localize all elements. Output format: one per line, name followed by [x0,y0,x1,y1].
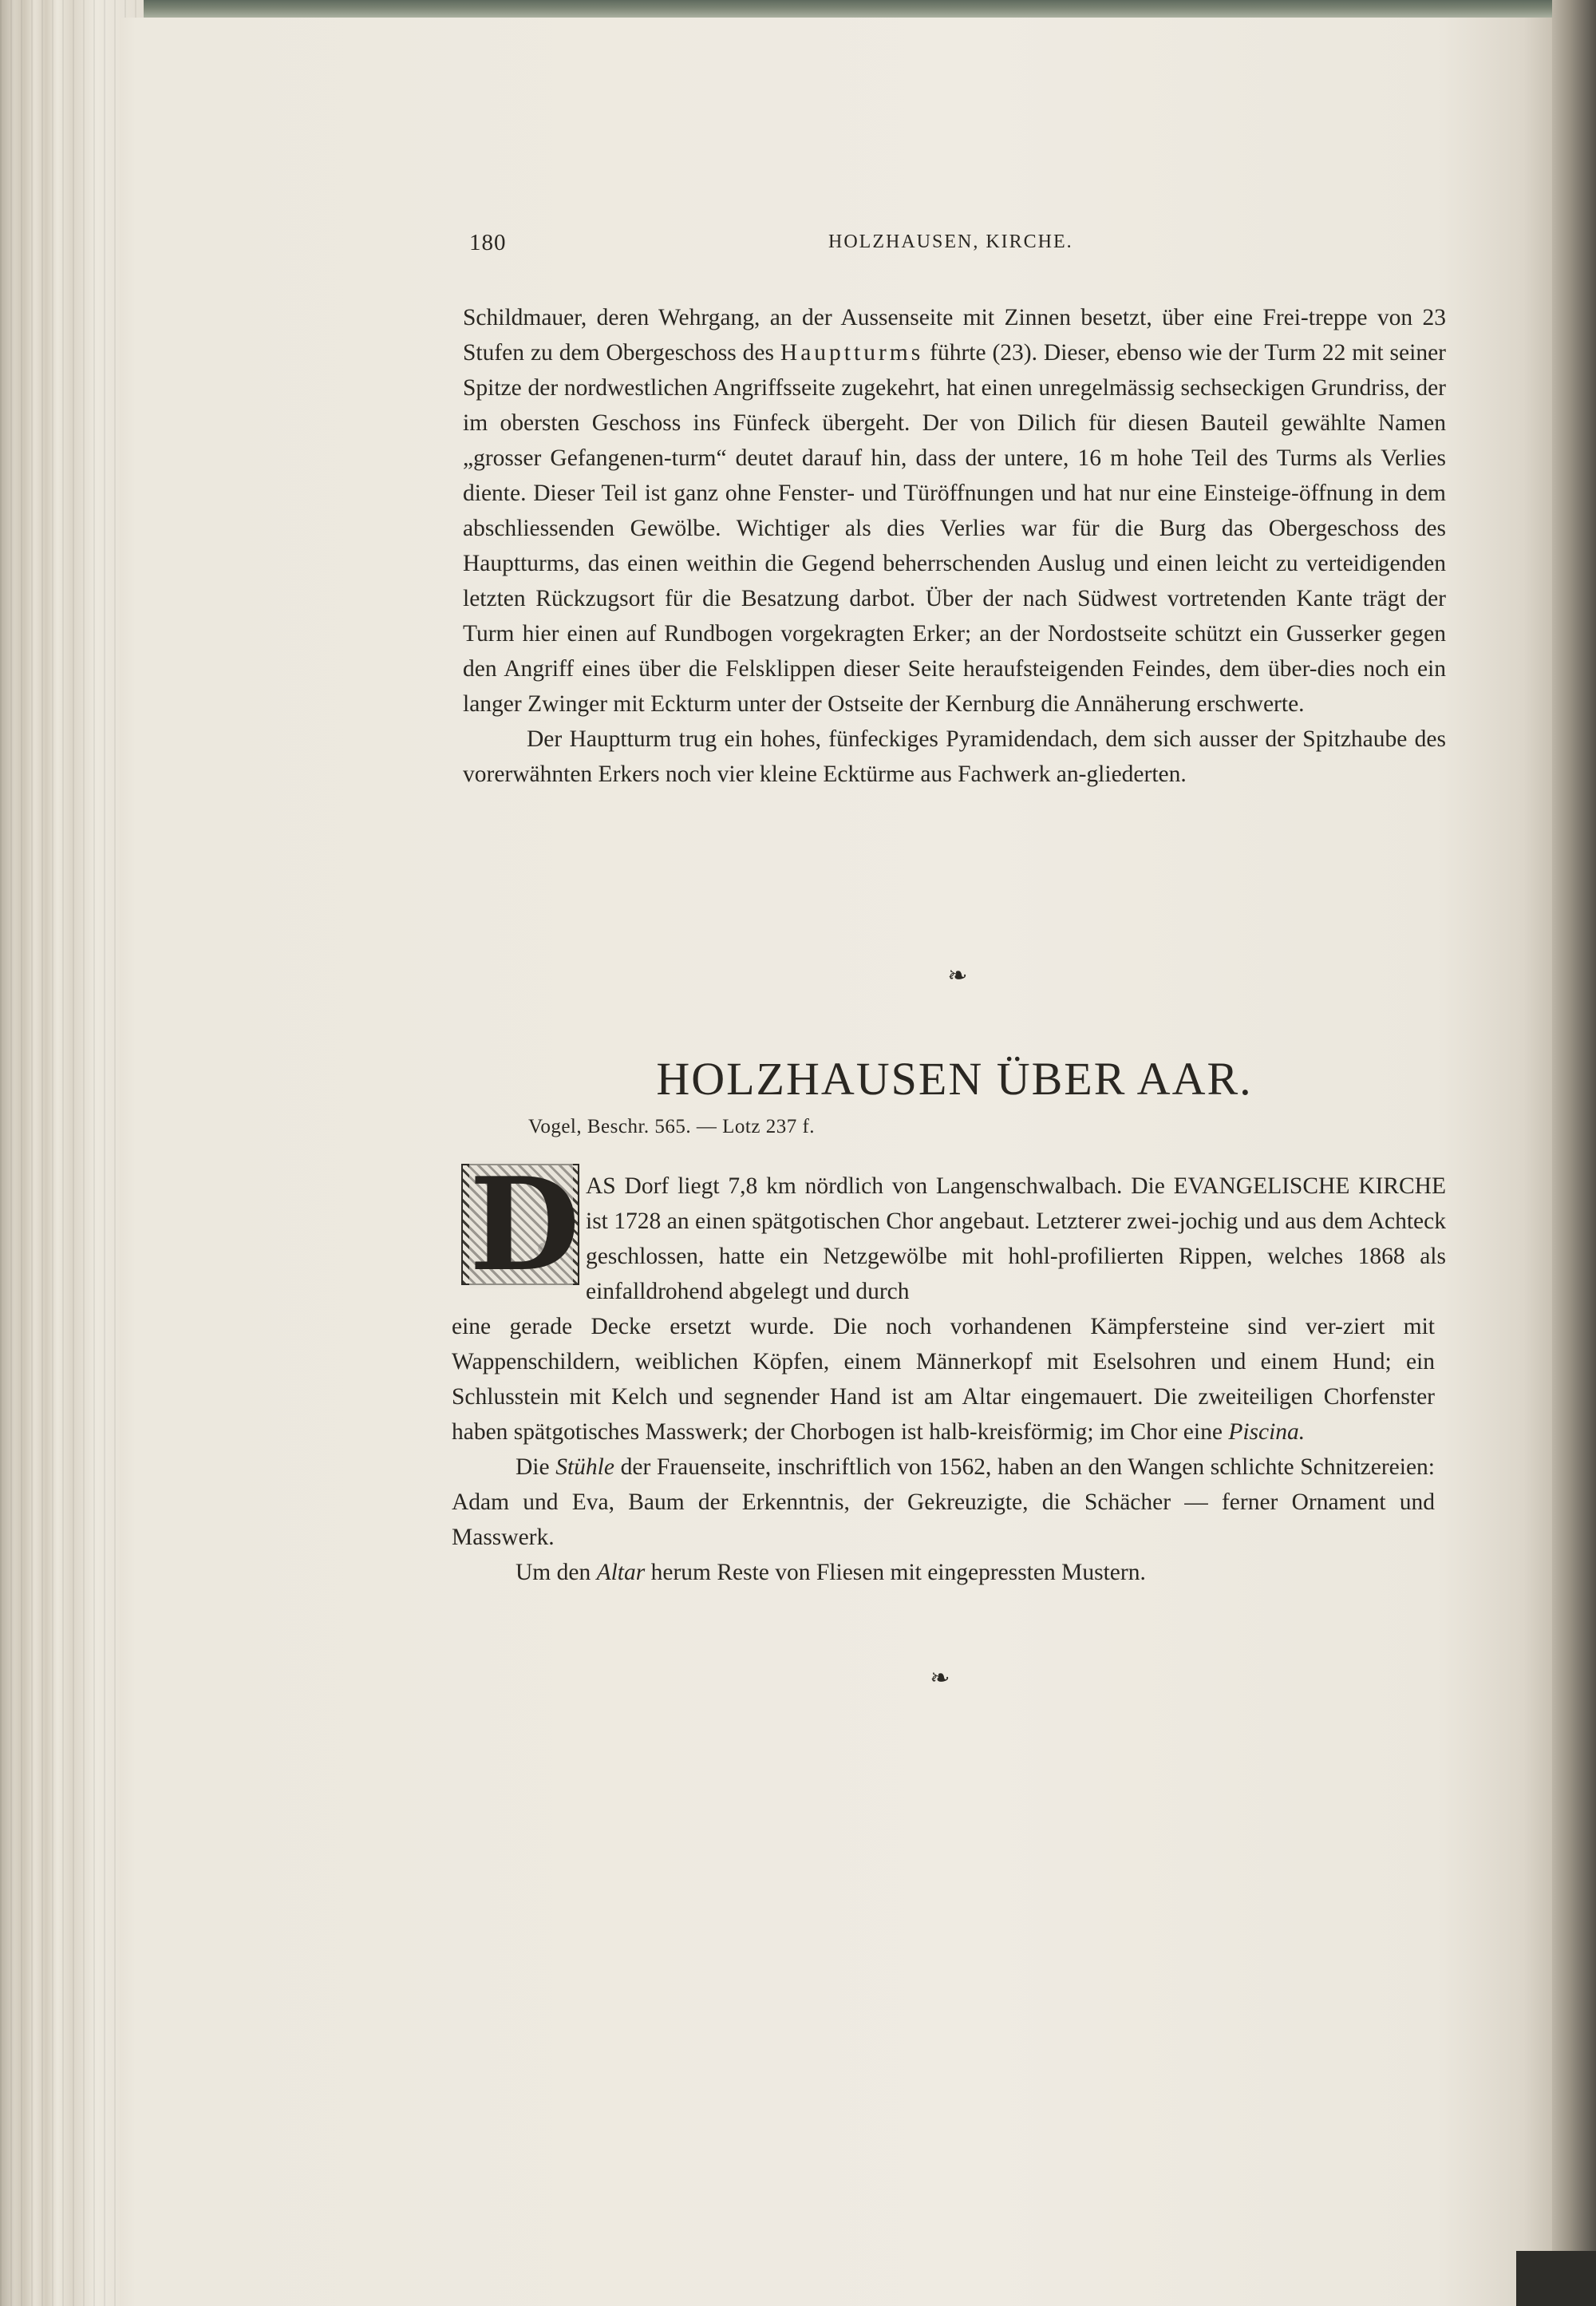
paragraph: Der Hauptturm trug ein hohes, fünfeckiges Pyramidendach, dem sich ausser der Spitzhaube des vorerwähnten Erkers noch vier kleine Ecktürme aus Fachwerk an-gliederten. [463,726,1446,787]
continuation-text [463,300,1446,792]
decorated-initial-icon [461,1149,580,1299]
references-line: Vogel, Beschr. 565. — Lotz 237 f. [528,1116,816,1137]
running-head-title: HOLZHAUSEN, KIRCHE. [828,231,1073,252]
fleuron-ornament-icon: ❧ [930,1665,950,1691]
emphasis-spaced: Hauptturms [780,340,924,366]
section-title: HOLZHAUSEN ÜBER AAR. [656,1053,1253,1105]
book-corner-shadow [1516,2251,1596,2306]
paragraph: Um den Altar herum Reste von Fliesen mit eingepressten Mustern. [516,1560,1146,1585]
section-first-lines: AS Dorf liegt 7,8 km nördlich von Langenschwalbach. Die EVANGELISCHE KIRCHE ist 1728 an einen spätgotischen Chor angebaut. Letzterer zwei-jochig und aus dem Achteck geschlossen, hatte ein Netzgewölbe mit hohl-profilierten Rippen, welches 1868 als einfalldrohend abgelegt und durch [586,1173,1446,1304]
section-text [452,1309,1435,1590]
page-number: 180 [469,230,507,255]
running-head [469,230,1444,262]
fleuron-ornament-icon: ❧ [947,963,968,989]
book-gutter [1552,0,1596,2306]
paragraph: Schildmauer, deren Wehrgang, an der Aussenseite mit Zinnen besetzt, über eine Frei-treppe von 23 Stufen zu dem Obergeschoss des Hauptturms führte (23). Dieser, ebenso wie der Turm 22 mit seiner Spitze der nordwestlichen Angriffsseite zugekehrt, hat einen unregelmässig sechseckigen Grundriss, der im obersten Geschoss ins Fünfeck übergeht. Der von Dilich für diesen Bauteil gewählte Namen „grosser Gefangenen-turm“ deutet darauf hin, dass der untere, 16 m hohe Teil des Turms als Verlies diente. Dieser Teil ist ganz ohne Fenster- und Türöffnungen und hat nur eine Einsteige-öffnung in dem abschliessenden Gewölbe. Wichtiger als dies Verlies war für die Burg das Obergeschoss des Hauptturms, das einen weithin die Gegend beherrschenden Auslug und einen leicht zu verteidigenden letzten Rückzugsort für die Besatzung darbot. Über der nach Südwest vortretenden Kante trägt der Turm hier einen auf Rundbogen vorgekragten Erker; an der Nordostseite schützt ein Gusserker gegen den Angriff eines über die Felsklippen dieser Seite heraufsteigenden Feindes, dem über-dies noch ein langer Zwinger mit Eckturm unter der Ostseite der Kernburg die Annäherung erschwerte. [463,305,1446,717]
drop-cap-letter: D [469,1149,580,1299]
paragraph: Die Stühle der Frauenseite, inschriftlich von 1562, haben an den Wangen schlichte Schnitzereien: Adam und Eva, Baum der Erkenntnis, der Gekreuzigte, die Schächer — ferner Ornament und Masswerk. [452,1454,1436,1550]
paragraph: eine gerade Decke ersetzt wurde. Die noch vorhandenen Kämpfersteine sind ver-ziert mit Wappenschildern, weiblichen Köpfen, einem Männerkopf mit Eselsohren und einem Hund; ein Schlusstein mit Kelch und segnender Hand ist am Altar eingemauert. Die zweiteiligen Chorfenster haben spätgotisches Masswerk; der Chorbogen ist halb-kreisförmig; im Chor eine Piscina. [452,1314,1435,1445]
